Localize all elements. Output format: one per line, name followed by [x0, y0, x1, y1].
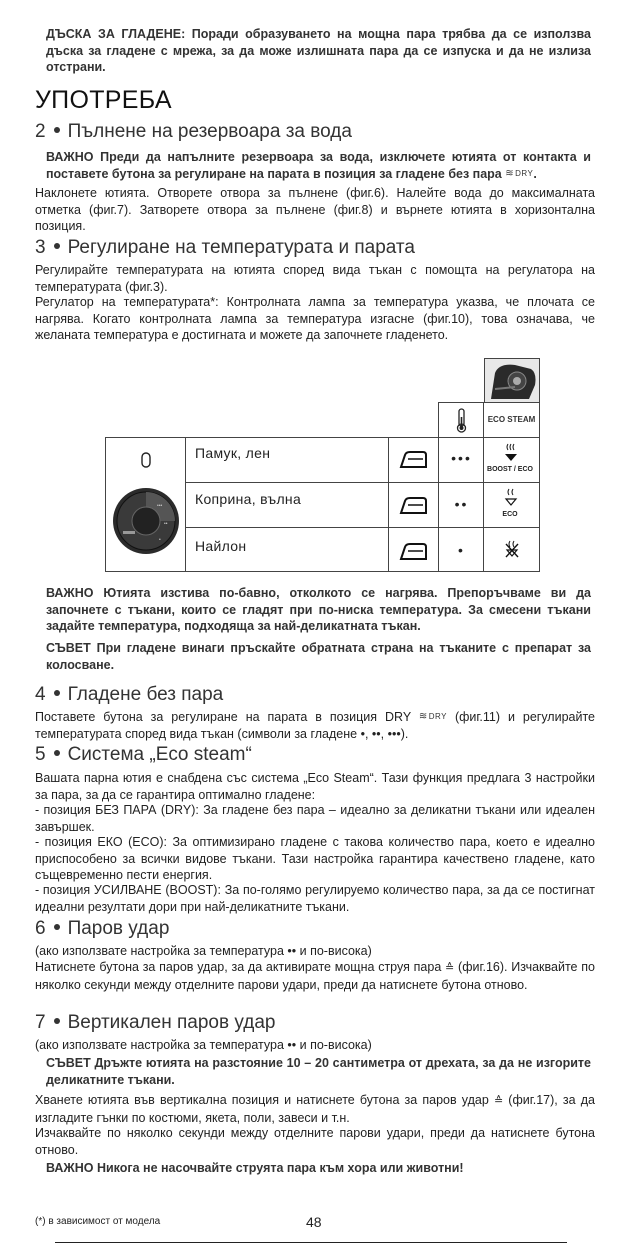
bullet-dot: [54, 1018, 60, 1024]
thermometer-icon: [439, 403, 484, 437]
body-text: (фиг.11) и регулирайте температурата според вида тъкан (символи за гладене •, ••, •••).: [35, 710, 596, 741]
section-number: 6: [35, 918, 46, 939]
section-3-body-1: Регулирайте температурата на ютията според вида тъкан с помощта на регулатора на температурата (фиг.3).: [35, 263, 595, 294]
temperature-table: [105, 437, 540, 572]
eco-steam-label: ECO STEAM: [487, 415, 536, 424]
iron-hot-icon: [399, 449, 429, 471]
section-title: Система „Eco steam“: [67, 744, 252, 765]
dots-medium: ••: [454, 496, 469, 512]
dry-steam-icon: ≋ DRY: [419, 712, 447, 721]
section-7-body-2: Изчаквайте по няколко секунди между отделните парови удари, преди да натиснете бутона отново.: [35, 1126, 595, 1157]
note-end: .: [533, 166, 537, 181]
section-title: Пълнене на резервоара за вода: [67, 121, 352, 142]
fabric-silk: Коприна, вълна: [195, 491, 302, 507]
section-7-body: [35, 1092, 595, 1126]
section-2-important-note: [46, 149, 591, 182]
section-title: Вертикален паров удар: [67, 1012, 276, 1033]
footer-note: (*) в зависимост от модела: [35, 1216, 161, 1227]
table-important-note: ВАЖНО Ютията изстива по-бавно, отколкото се нагрява. Препоръчваме ви да започнете с тъкани, които се гладят при по-ниска температура. За смесени тъкани задайте температура, подходяща за най-деликатната тъкан.: [46, 586, 591, 633]
section-4-heading: [35, 684, 223, 706]
section-number: 4: [35, 684, 46, 705]
divider: [185, 482, 539, 483]
section-6-body: [35, 959, 595, 993]
steam-burst-icon: ≙: [445, 962, 455, 974]
section-title: Регулиране на температурата и парата: [67, 237, 415, 258]
section-3-body-2: Регулатор на температурата*: Контролната лампа за температура указва, че плочата се нагрява. Когато контролната лампа за температура изгасне (фиг.10), това означава, че желаната температура е достигната и можете да започнете гладенето.: [35, 295, 595, 342]
section-7-condition: (ако използвате настройка за температура •• и по-висока): [35, 1038, 372, 1052]
body-text: Поставете бутона за регулиране на парата в позиция DRY: [35, 710, 411, 724]
fabric-cotton: Памук, лен: [195, 445, 271, 461]
bullet-dot: [54, 924, 60, 930]
section-5-item-dry: - позиция БЕЗ ПАРА (DRY): За гладене без пара – идеално за деликатни тъкани или идеален завършек.: [35, 803, 595, 834]
section-number: 5: [35, 744, 46, 765]
section-5-heading: [35, 744, 252, 766]
section-number: 3: [35, 237, 46, 258]
iron-photo-icon: [485, 359, 539, 403]
dry-steam-icon: ≋ DRY: [505, 169, 533, 178]
body-text: (фиг.17), за да изгладите гънки по костюми, якета, поли, завеси и т.н.: [35, 1093, 595, 1125]
section-number: 7: [35, 1012, 46, 1033]
iron-medium-icon: [399, 495, 429, 517]
dots-low: •: [458, 542, 465, 558]
section-2-body: Наклонете ютията. Отворете отвора за пълнене (фиг.6). Налейте вода до максималната отметка (фиг.7). Затворете отвора за пълнене (фиг.8) и върнете ютията в хоризонтална позиция.: [35, 186, 595, 233]
footer-rule: [55, 1242, 567, 1243]
boost-eco-label: BOOST / ECO: [487, 466, 533, 473]
section-5-item-eco: - позиция ЕКО (ECO): За оптимизирано гладене с такова количество пара, което е идеално приспособено за всички видове тъкани. Тази настройка гарантира качествено гладене, като същевременно пести енергия.: [35, 835, 595, 882]
divider: [185, 437, 186, 572]
body-text: Хванете ютията във вертикална позиция и натиснете бутона за паров удар: [35, 1093, 489, 1107]
body-text: (фиг.16). Изчаквайте по няколко секунди между отделните парови удари, преди да натиснете бутона отново.: [35, 960, 595, 992]
bullet-dot: [54, 243, 60, 249]
ironing-board-note: ДЪСКА ЗА ГЛАДЕНЕ: Поради образуването на мощна пара трябва да се използва дъска за гладене с мрежа, за да може излишната пара да се изпуска и да не излиза отстрани.: [46, 27, 591, 74]
section-3-heading: [35, 237, 415, 259]
section-4-body: [35, 709, 595, 742]
section-title: Гладене без пара: [67, 684, 224, 705]
svg-text:•••: •••: [157, 503, 163, 509]
section-7-heading: [35, 1012, 275, 1034]
page-number: 48: [306, 1214, 322, 1230]
dots-high: •••: [451, 450, 472, 466]
bullet-dot: [54, 690, 60, 696]
no-steam-icon: [504, 540, 520, 558]
iron-low-icon: [399, 541, 429, 563]
section-6-condition: (ако използвате настройка за температура •• и по-висока): [35, 944, 372, 958]
note-text: ВАЖНО Преди да напълните резервоара за вода, изключете ютията от контакта и поставете бутона за регулиране на парата в позиция за гладене без пара: [46, 150, 591, 181]
steam-eco-icon: [504, 488, 518, 508]
dial-icon: [109, 445, 183, 567]
steam-burst-icon: ≙: [493, 1095, 504, 1107]
steam-boost-icon: [504, 443, 518, 463]
thermometer-header: [438, 402, 485, 438]
section-number: 2: [35, 121, 46, 142]
bullet-dot: [54, 750, 60, 756]
fabric-nylon: Найлон: [195, 538, 247, 554]
section-7-warning: ВАЖНО Никога не насочвайте струята пара към хора или животни!: [46, 1161, 464, 1175]
divider: [388, 437, 389, 572]
temperature-dial: [109, 445, 183, 567]
iron-photo: [484, 358, 540, 404]
section-2-heading: [35, 121, 352, 143]
section-title: Паров удар: [67, 918, 170, 939]
section-7-tip: СЪВЕТ Дръжте ютията на разстояние 10 – 20 сантиметра от дрехата, за да не изгорите деликатните тъкани.: [46, 1056, 591, 1087]
eco-label: ECO: [502, 511, 518, 518]
main-title: УПОТРЕБА: [35, 86, 172, 114]
section-5-body: Вашата парна ютия е снабдена със система „Eco Steam“. Тази функция предлага 3 настройки за пара, за да се гарантира оптимално гладене:: [35, 771, 595, 802]
bullet-dot: [54, 127, 60, 133]
table-tip-note: СЪВЕТ При гладене винаги пръскайте обратната страна на тъканите с препарат за колосване.: [46, 641, 591, 672]
divider: [185, 527, 539, 528]
eco-steam-header: [483, 402, 540, 438]
svg-text:••: ••: [164, 521, 168, 527]
svg-text:•: •: [159, 537, 161, 543]
body-text: Натиснете бутона за паров удар, за да активирате мощна струя пара: [35, 960, 442, 974]
section-6-heading: [35, 918, 169, 940]
section-5-item-boost: - позиция УСИЛВАНЕ (BOOST): За по-голямо регулируемо количество пара, за да се постигнат идеални резултати дори при най-деликатните тъкани.: [35, 883, 595, 914]
